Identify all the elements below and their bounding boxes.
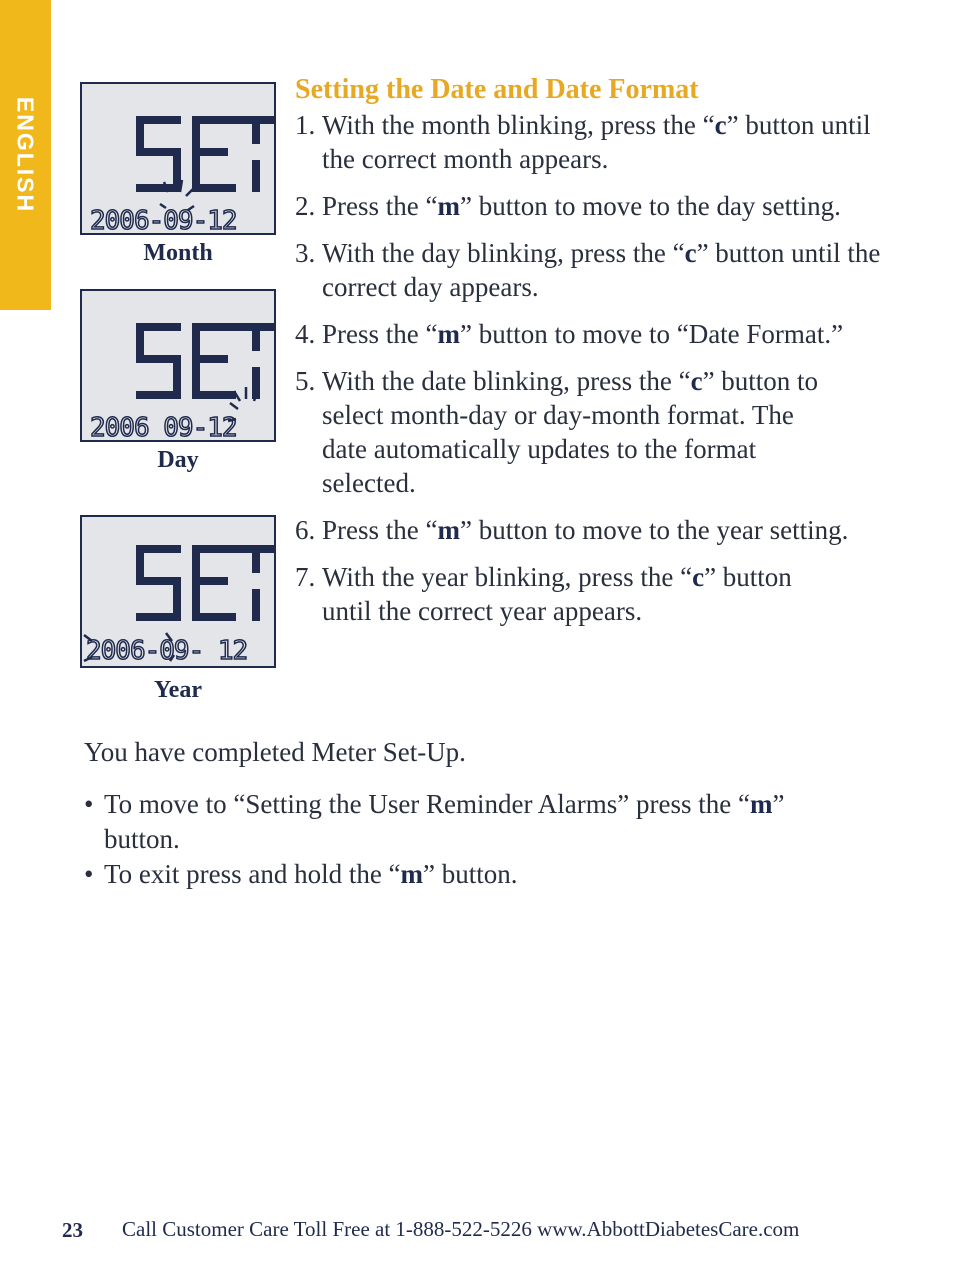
step-item: [295, 317, 895, 351]
completed-message: You have completed Meter Set-Up.: [84, 737, 466, 767]
step-number: 4.: [295, 319, 316, 349]
bullet-item: [84, 787, 824, 857]
step-key: m: [437, 515, 460, 545]
step-number: 2.: [295, 191, 316, 221]
step-text: With the month blinking, press the “: [322, 110, 715, 140]
step-item: [295, 560, 822, 628]
step-text: ” button to select month-day or day-month format. The date automatically updates to the format selected.: [322, 366, 819, 498]
step-key: c: [690, 366, 703, 396]
bullet-dot: •: [84, 859, 94, 889]
step-item: [295, 236, 895, 304]
step-text: With the year blinking, press the “: [322, 562, 693, 592]
lcd-date-year: 2006-09- 12: [86, 636, 248, 666]
step-number: 3.: [295, 238, 316, 268]
step-key: c: [692, 562, 705, 592]
step-text: Press the “: [322, 191, 438, 221]
step-key: c: [714, 110, 727, 140]
step-text: ” button to move to the year setting.: [459, 515, 849, 545]
step-item: [295, 513, 895, 547]
bullet-key: m: [400, 859, 424, 889]
step-text: ” button until the correct year appears.: [322, 562, 792, 626]
step-item: [295, 108, 895, 176]
step-item: [295, 364, 832, 500]
page-number: 23: [62, 1218, 83, 1242]
step-text: With the date blinking, press the “: [322, 366, 691, 396]
step-item: [295, 189, 895, 223]
lcd-date-day: 2006 09-12: [90, 413, 237, 440]
lcd-display-year: [80, 515, 276, 668]
bullet-list: [84, 787, 864, 892]
step-text: ” button to move to the day setting.: [459, 191, 841, 221]
step-text: Press the “: [322, 515, 438, 545]
step-text: ” button until the correct month appears.: [322, 110, 871, 174]
language-tab: [0, 0, 51, 310]
lcd-caption-year: Year: [154, 677, 202, 703]
lcd-display-month: [80, 82, 276, 235]
step-text: Press the “: [322, 319, 438, 349]
step-number: 6.: [295, 515, 316, 545]
step-text: With the day blinking, press the “: [322, 238, 685, 268]
bullet-item: [84, 857, 864, 892]
bullet-text: ” button.: [104, 789, 785, 854]
lcd-display-day: [80, 289, 276, 442]
lcd-graphic-day: [82, 291, 274, 440]
language-tab-label: ENGLISH: [12, 96, 39, 214]
bullet-text: To exit press and hold the “: [104, 859, 401, 889]
step-key: m: [437, 319, 460, 349]
bullet-dot: •: [84, 789, 94, 819]
step-number: 1.: [295, 110, 316, 140]
footer-contact: Call Customer Care Toll Free at 1-888-522-5226 www.AbbottDiabetesCare.com: [122, 1217, 800, 1241]
section-heading: Setting the Date and Date Format: [295, 74, 699, 105]
step-number: 7.: [295, 562, 316, 592]
step-number: 5.: [295, 366, 316, 396]
steps-list: [295, 108, 895, 641]
step-text: ” button to move to “Date Format.”: [459, 319, 844, 349]
bullet-text: To move to “Setting the User Reminder Alarms” press the “: [104, 789, 750, 819]
lcd-date-month: 2006-09-12: [90, 206, 237, 233]
bullet-text: ” button.: [423, 859, 518, 889]
lcd-caption-day: Day: [157, 447, 199, 473]
lcd-graphic-year: [82, 517, 274, 666]
step-text: ” button until the correct day appears.: [322, 238, 881, 302]
lcd-caption-month: Month: [143, 240, 213, 266]
bullet-key: m: [749, 789, 773, 819]
step-key: m: [437, 191, 460, 221]
step-key: c: [684, 238, 697, 268]
lcd-graphic-month: [82, 84, 274, 233]
